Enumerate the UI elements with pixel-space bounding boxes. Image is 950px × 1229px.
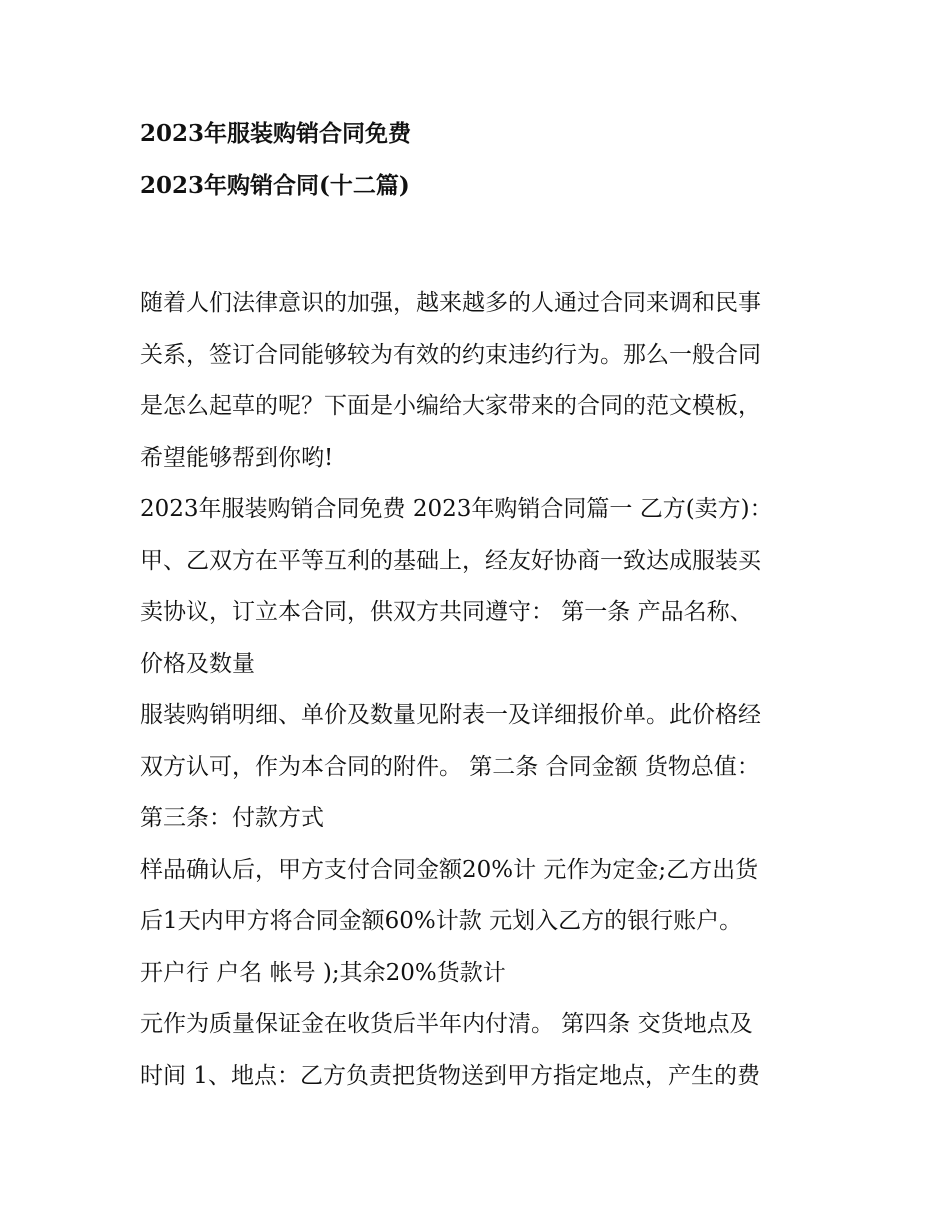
body-line: 关系，签订合同能够较为有效的约束违约行为。那么一般合同: [140, 341, 761, 368]
body-line: 希望能够帮到你哟!: [140, 444, 334, 471]
title-line-1: 2023年服装购销合同免费: [140, 120, 412, 147]
body-line: 随着人们法律意识的加强，越来越多的人通过合同来调和民事: [140, 290, 761, 316]
body-line: 后1天内甲方将合同金额60%计款 元划入乙方的银行账户。: [140, 908, 743, 934]
body-line: 是怎么起草的呢？下面是小编给大家带来的合同的范文模板，: [140, 393, 761, 419]
body-line: 双方认可，作为本合同的附件。 第二条 合同金额 货物总值：: [140, 753, 760, 780]
body-line: 第三条：付款方式: [140, 805, 324, 831]
body-line: 卖协议，订立本合同，供双方共同遵守： 第一条 产品名称、: [140, 599, 753, 625]
body-line: 价格及数量: [140, 650, 255, 677]
body-line: 元作为质量保证金在收货后半年内付清。 第四条 交货地点及: [140, 1011, 753, 1037]
body-line: 服装购销明细、单价及数量见附表一及详细报价单。此价格经: [140, 702, 761, 728]
document-title: [140, 108, 840, 211]
body-line: 时间 1、地点：乙方负责把货物送到甲方指定地点，产生的费: [140, 1062, 760, 1089]
document-body: [140, 278, 820, 1102]
body-line: 2023年服装购销合同免费 2023年购销合同篇一 乙方(卖方)：: [140, 496, 773, 522]
body-line: 样品确认后，甲方支付合同金额20%计 元作为定金;乙方出货: [140, 856, 759, 883]
title-line-2: 2023年购销合同(十二篇): [140, 171, 410, 199]
body-line: 开户行 户名 帐号 );其余20%货款计: [140, 959, 506, 986]
body-line: 甲、乙双方在平等互利的基础上，经友好协商一致达成服装买: [140, 547, 761, 574]
